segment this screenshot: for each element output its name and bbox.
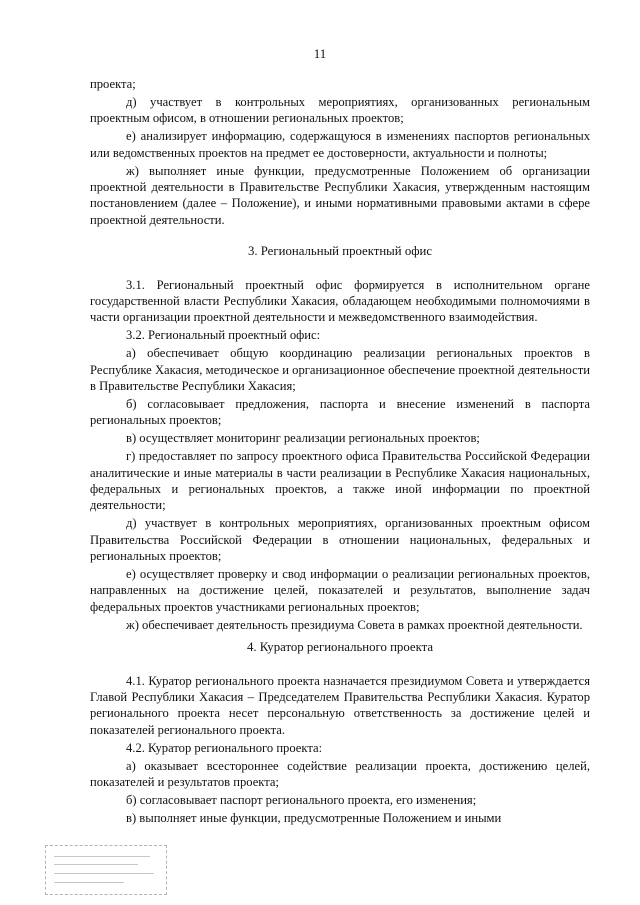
paragraph: д) участвует в контрольных мероприятиях, организованных проектным офисом Правительства Российской Федерации в отношении национальных, федеральных и региональных проектов; — [90, 516, 590, 564]
paragraph: 4.1. Куратор регионального проекта назначается президиумом Совета и утверждается Главой Республики Хакасия – Председателем Правительства Республики Хакасия. Куратор регионального проекта несет персональную ответственность за достижение целей и показателей регионального проекта. — [90, 673, 590, 737]
paragraph: 4.2. Куратор регионального проекта: — [126, 740, 323, 755]
section-4-heading: 4. Куратор регионального проекта — [246, 640, 434, 655]
paragraph: д) участвует в контрольных мероприятиях, организованных региональным проектным офисом, в отношении региональных проектов; — [90, 94, 590, 126]
paragraph: ж) обеспечивает деятельность президиума Совета в рамках проектной деятельности. — [126, 617, 583, 632]
paragraph: б) согласовывает паспорт регионального проекта, его изменения; — [126, 792, 477, 807]
document-body — [90, 76, 590, 828]
paragraph: ж) выполняет иные функции, предусмотренные Положением об организации проектной деятельности в Правительстве Республики Хакасия, утвержденным настоящим постановлением (далее – Положение), и иными нормативными правовыми актами в сфере проектной деятельности. — [90, 163, 590, 227]
paragraph: проекта; — [90, 77, 136, 91]
registration-stamp — [45, 845, 167, 895]
section-4-body — [90, 673, 590, 827]
paragraph: а) оказывает всестороннее содействие реализации проекта, достижению целей, показателей и результатов проекта; — [90, 758, 590, 789]
paragraph: а) обеспечивает общую координацию реализации региональных проектов в Республике Хакасия, методическое и организационное обеспечение проектной деятельности в Правительстве Республики Хакасия; — [90, 346, 590, 393]
paragraph: е) анализирует информацию, содержащуюся в изменениях паспортов региональных или ведомственных проектов на предмет ее достоверности, актуальности и полноты; — [90, 129, 590, 160]
paragraph: б) согласовывает предложения, паспорта и внесение изменений в паспорта региональных проектов; — [90, 396, 590, 428]
intro-block — [90, 76, 590, 228]
paragraph: г) предоставляет по запросу проектного офиса Правительства Российской Федерации аналитические и иные материалы в части реализации в Республике Хакасия национальных, федеральных и региональных проектов, а также иной информации по проектной деятельности; — [90, 449, 590, 513]
paragraph: 3.1. Региональный проектный офис формируется в исполнительном органе государственной власти Республики Хакасия, обладающем необходимыми полномочиями в части организации проектной деятельности и межведомственного взаимодействия. — [90, 277, 590, 325]
section-3-heading: 3. Региональный проектный офис — [247, 244, 433, 259]
paragraph: в) выполняет иные функции, предусмотренные Положением и иными — [126, 810, 502, 825]
paragraph: в) осуществляет мониторинг реализации региональных проектов; — [126, 431, 480, 446]
paragraph: 3.2. Региональный проектный офис: — [126, 328, 321, 343]
paragraph: е) осуществляет проверку и свод информации о реализации региональных проектов, направленных на достижение целей, показателей и результатов, выполнение задач федеральных проектов участниками региональных проектов; — [90, 566, 590, 614]
page-number: 11 — [313, 46, 327, 61]
section-3-body — [90, 277, 590, 634]
